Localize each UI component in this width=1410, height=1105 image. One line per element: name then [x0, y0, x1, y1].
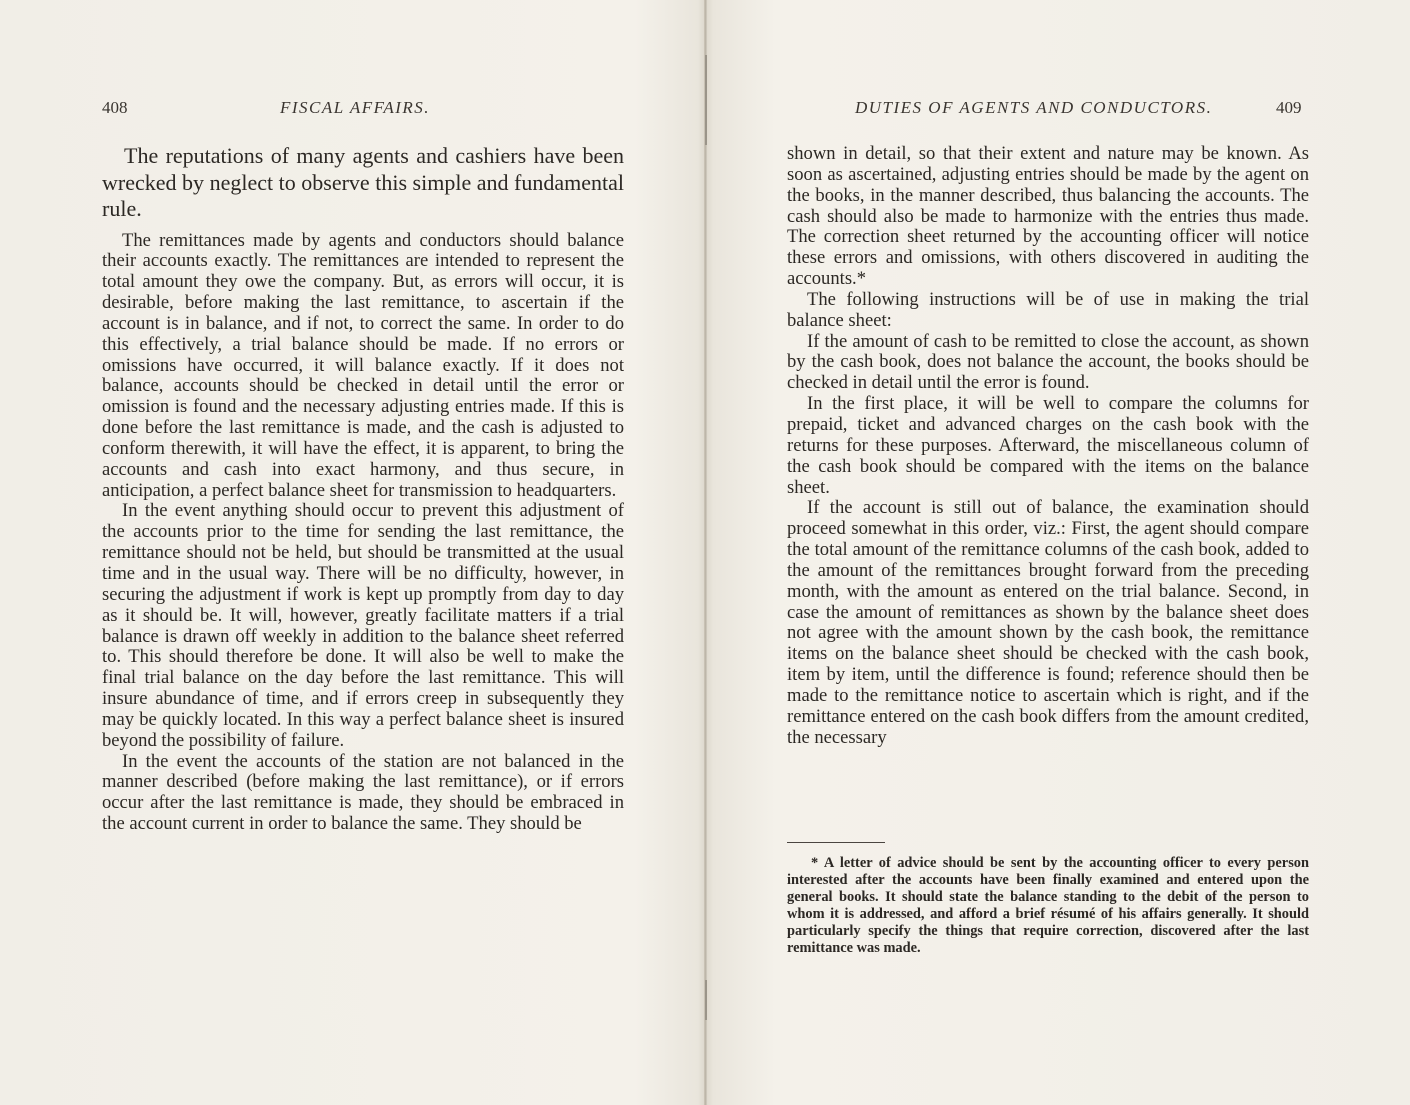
left-paragraph-3: In the event anything should occur to prevent this adjustment of the accounts prior to the time for sending the last remittance, the remittance should not be held, but should be transmitted at the usual time and in the usual way. There will be no difficulty, however, in securing the adjustment if work is kept up promptly from day to day as it should be. It will, however, greatly facilitate matters if a trial balance is drawn off weekly in addition to the balance sheet referred to. This should therefore be done. It will also be well to make the final trial balance on the day before the last remittance. This will insure abundance of time, and if errors creep in subsequently they may be quickly located. In this way a perfect balance sheet is insured beyond the possibility of failure. [102, 500, 624, 751]
footnote-rule [787, 842, 885, 843]
right-paragraph-4: In the first place, it will be well to compare the columns for prepaid, ticket and advanced charges on the cash book with the returns for these purposes. Afterward, the miscellaneous column of the cash book should be compared with the items on the balance sheet. [787, 393, 1309, 498]
left-paragraph-4: In the event the accounts of the station are not balanced in the manner described (before making the last remittance), or if errors occur after the last remittance is made, they should be embraced in the account current in order to balance the same. They should be [102, 750, 624, 835]
left-page-number: 408 [102, 98, 128, 117]
footnote-text: * A letter of advice should be sent by the accounting officer to every person interested after the accounts have been finally examined and entered upon the general books. It should state the balance standing to the debit of the person to whom it is addressed, and afford a brief résumé of his affairs generally. It should particularly specify the things that require correction, discovered after the last remittance was made. [787, 855, 1309, 956]
right-paragraph-3: If the amount of cash to be remitted to close the account, as shown by the cash book, does not balance the account, the books should be checked in detail until the error is found. [787, 330, 1309, 394]
right-page-body [787, 144, 1309, 748]
footnote [787, 855, 1309, 957]
right-paragraph-5: If the account is still out of balance, the examination should proceed somewhat in this order, viz.: First, the agent should compare the total amount of the remittance columns of the cash book, added to the amount of the remittances brought forward from the preceding month, with the amount as entered on the trial balance. Second, in case the amount of remittances as shown by the balance sheet does not agree with the amount shown by the cash book, the remittance items on the balance sheet should be checked with the cash book, item by item, until the difference is found; reference should then be made to the remittance notice to ascertain which is right, and if the remittance entered on the cash book differs from the amount credited, the necessary [787, 497, 1309, 748]
left-paragraph-2: The remittances made by agents and conductors should balance their accounts exactly. The remittances are intended to represent the total amount they owe the company. But, as errors will occur, it is desirable, before making the last remittance, to ascertain if the account is in balance, and if not, to correct the same. In order to do this effectively, a trial balance should be made. If no errors or omissions have occurred, it will balance exactly. If it does not balance, accounts should be checked in detail until the error or omission is found and the necessary adjusting entries made. If this is done before the last remittance is made, and the cash is adjusted to conform therewith, it will have the effect, it is apparent, to bring the accounts and cash into exact harmony, and thus secure, in anticipation, a perfect balance sheet for transmission to headquarters. [102, 229, 624, 501]
left-page-body [102, 143, 624, 835]
left-paragraph-1: The reputations of many agents and cashiers have been wrecked by neglect to observe this simple and fundamental rule. [102, 143, 624, 221]
left-running-head: FISCAL AFFAIRS. [280, 98, 430, 117]
right-paragraph-2: The following instructions will be of use in making the trial balance sheet: [787, 288, 1309, 331]
right-page [705, 0, 1410, 1105]
right-paragraph-1: shown in detail, so that their extent and nature may be known. As soon as ascertained, adjusting entries should be made by the agent on the books, in the manner described, thus balancing the accounts. The cash should also be made to harmonize with the entries thus made. The correction sheet returned by the accounting officer will notice these errors and omissions, with others discovered in auditing the accounts.* [787, 143, 1309, 290]
right-page-number: 409 [1276, 98, 1302, 117]
right-running-head: DUTIES OF AGENTS AND CONDUCTORS. [855, 98, 1213, 117]
